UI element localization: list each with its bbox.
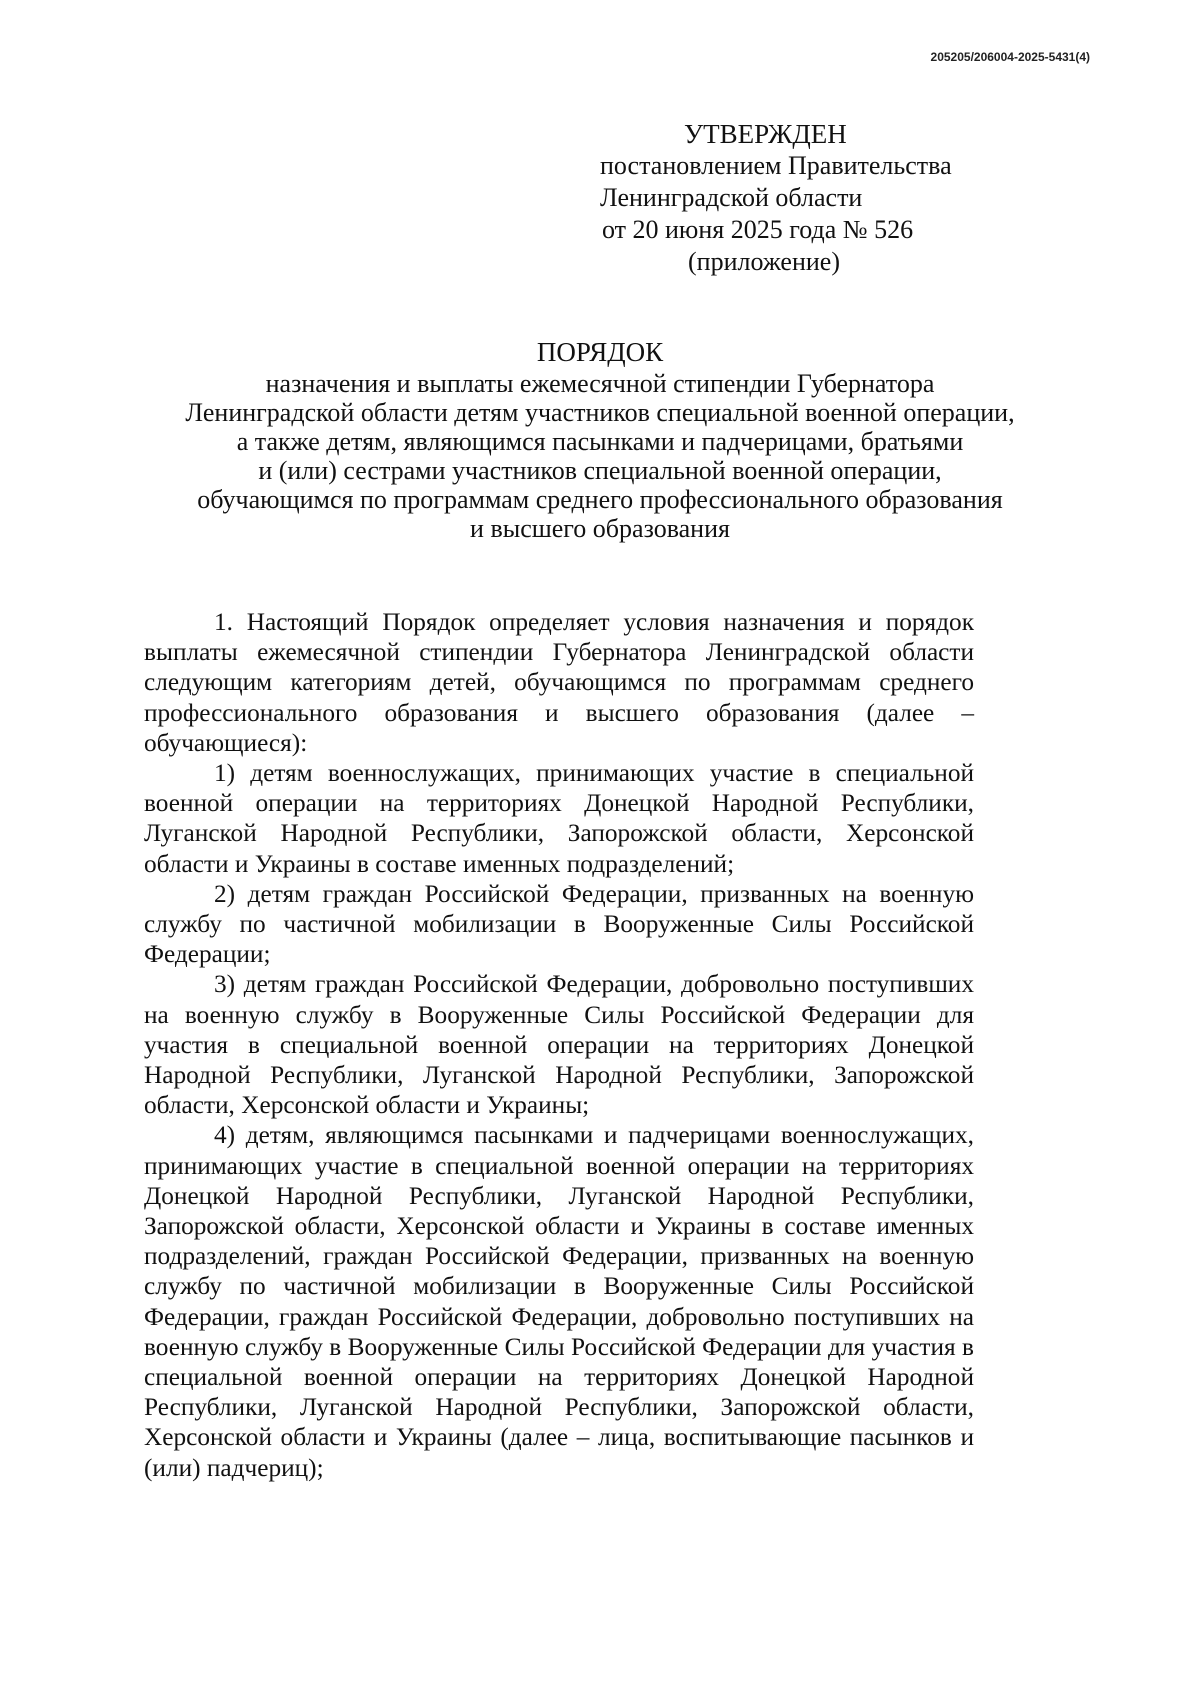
approval-line-2: Ленинградской области — [600, 183, 863, 212]
body-paragraph: 3) детям граждан Российской Федерации, добровольно поступивших на военную службу в Вооруженные Силы Российской Федерации для участия в специальной военной операции на территориях Донецкой Народной Республики, Луганской Народной Республики, Запорожской области, Херсонской области и Украины; — [144, 970, 974, 1120]
document-heading — [120, 338, 1080, 543]
heading-subtitle-line: и высшего образования — [470, 514, 730, 543]
document-number: 205205/206004-2025-5431(4) — [930, 50, 1090, 64]
approval-title: УТВЕРЖДЕН — [684, 119, 847, 149]
body-paragraph: 1) детям военнослужащих, принимающих участие в специальной военной операции на территориях Донецкой Народной Республики, Луганской Народной Республики, Запорожской области, Херсонской области и Украины в составе именных подразделений; — [144, 759, 974, 878]
heading-subtitle-line: обучающимся по программам среднего профессионального образования — [197, 485, 1003, 514]
heading-subtitle-line: а также детям, являющимся пасынками и падчерицами, братьями — [236, 427, 964, 456]
approval-line-1: постановлением Правительства — [600, 151, 952, 180]
approval-stamp-block — [600, 118, 1020, 278]
body-paragraph: 2) детям граждан Российской Федерации, призванных на военную службу по частичной мобилизации в Вооруженные Силы Российской Федерации; — [144, 879, 974, 969]
heading-subtitle-line: назначения и выплаты ежемесячной стипендии Губернатора — [265, 369, 935, 398]
body-paragraph: 1. Настоящий Порядок определяет условия назначения и порядок выплаты ежемесячной стипендии Губернатора Ленинградской области следующим категориям детей, обучающимся по программам среднего профессионального образования и высшего образования (далее – обучающиеся): — [144, 608, 974, 757]
approval-line-4: (приложение) — [688, 247, 841, 276]
approval-line-3: от 20 июня 2025 года № 526 — [602, 215, 914, 244]
body-paragraph: 4) детям, являющимся пасынками и падчерицами военнослужащих, принимающих участие в специальной военной операции на территориях Донецкой Народной Республики, Луганской Народной Республики, Запорожской области, Херсонской области и Украины в составе именных подразделений, граждан Российской Федерации, призванных на военную службу по частичной мобилизации в Вооруженные Силы Российской Федерации, граждан Российской Федерации, добровольно поступивших на военную службу в Вооруженные Силы Российской Федерации для участия в специальной военной операции на территориях Донецкой Народной Республики, Луганской Народной Республики, Запорожской области, Херсонской области и Украины (далее – лица, воспитывающие пасынков и (или) падчериц); — [144, 1121, 974, 1482]
heading-subtitle-line: и (или) сестрами участников специальной военной операции, — [258, 456, 942, 485]
document-body — [144, 607, 974, 1483]
document-title: ПОРЯДОК — [536, 337, 664, 367]
heading-subtitle-line: Ленинградской области детям участников специальной военной операции, — [185, 398, 1015, 427]
